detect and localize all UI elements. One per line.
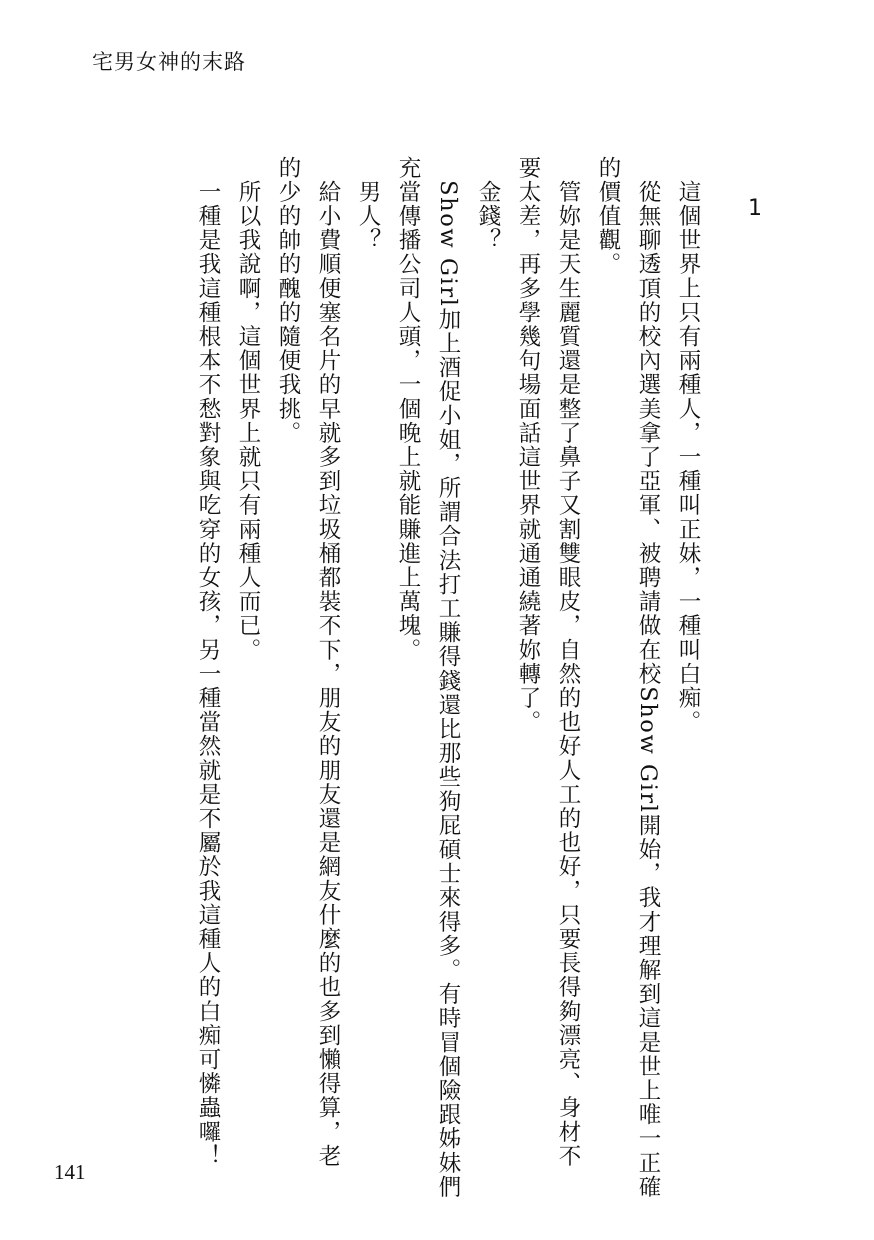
text-line: 管妳是天生麗質還是整了鼻子又割雙眼皮，自然的也好人工的也好，只要長得夠漂亮、身材不 [555, 156, 581, 1169]
page-number: 141 [54, 1160, 86, 1184]
text-line: 這個世界上只有兩種人，一種叫正妹，一種叫白痴。 [675, 156, 701, 735]
running-head-book-title: 宅男女神的末路 [92, 50, 246, 74]
text-line: Show Girl加上酒促小姐，所謂合法打工賺得錢還比那些狗屁碩士來得多。有時冒個險跟姊妹們 [435, 156, 461, 1200]
text-line: 所以我說啊，這個世界上就只有兩種人而已。 [235, 156, 261, 663]
body-text [188, 156, 708, 1200]
text-line: 的少的帥的醜的隨便我挑。 [275, 156, 301, 446]
text-line: 充當傳播公司人頭，一個晚上就能賺進上萬塊。 [395, 156, 421, 663]
text-line: 的價值觀。 [595, 156, 621, 277]
text-line: 要太差，再多學幾句場面話這世界就通通繞著妳轉了。 [515, 156, 541, 735]
text-line: 從無聊透頂的校內選美拿了亞軍、被聘請做在校Show Girl開始，我才理解到這是世上唯一正確 [635, 156, 661, 1200]
text-line: 給小費順便塞名片的早就多到垃圾桶都裝不下，朋友的朋友還是網友什麼的也多到懶得算，老 [315, 156, 341, 1169]
text-line: 一種是我這種根本不愁對象與吃穿的女孩，另一種當然就是不屬於我這種人的白痴可憐蟲囉！ [195, 156, 221, 1169]
text-line: 男人？ [355, 156, 381, 253]
text-line: 金錢？ [475, 156, 501, 253]
section-number: 1 [748, 196, 762, 221]
